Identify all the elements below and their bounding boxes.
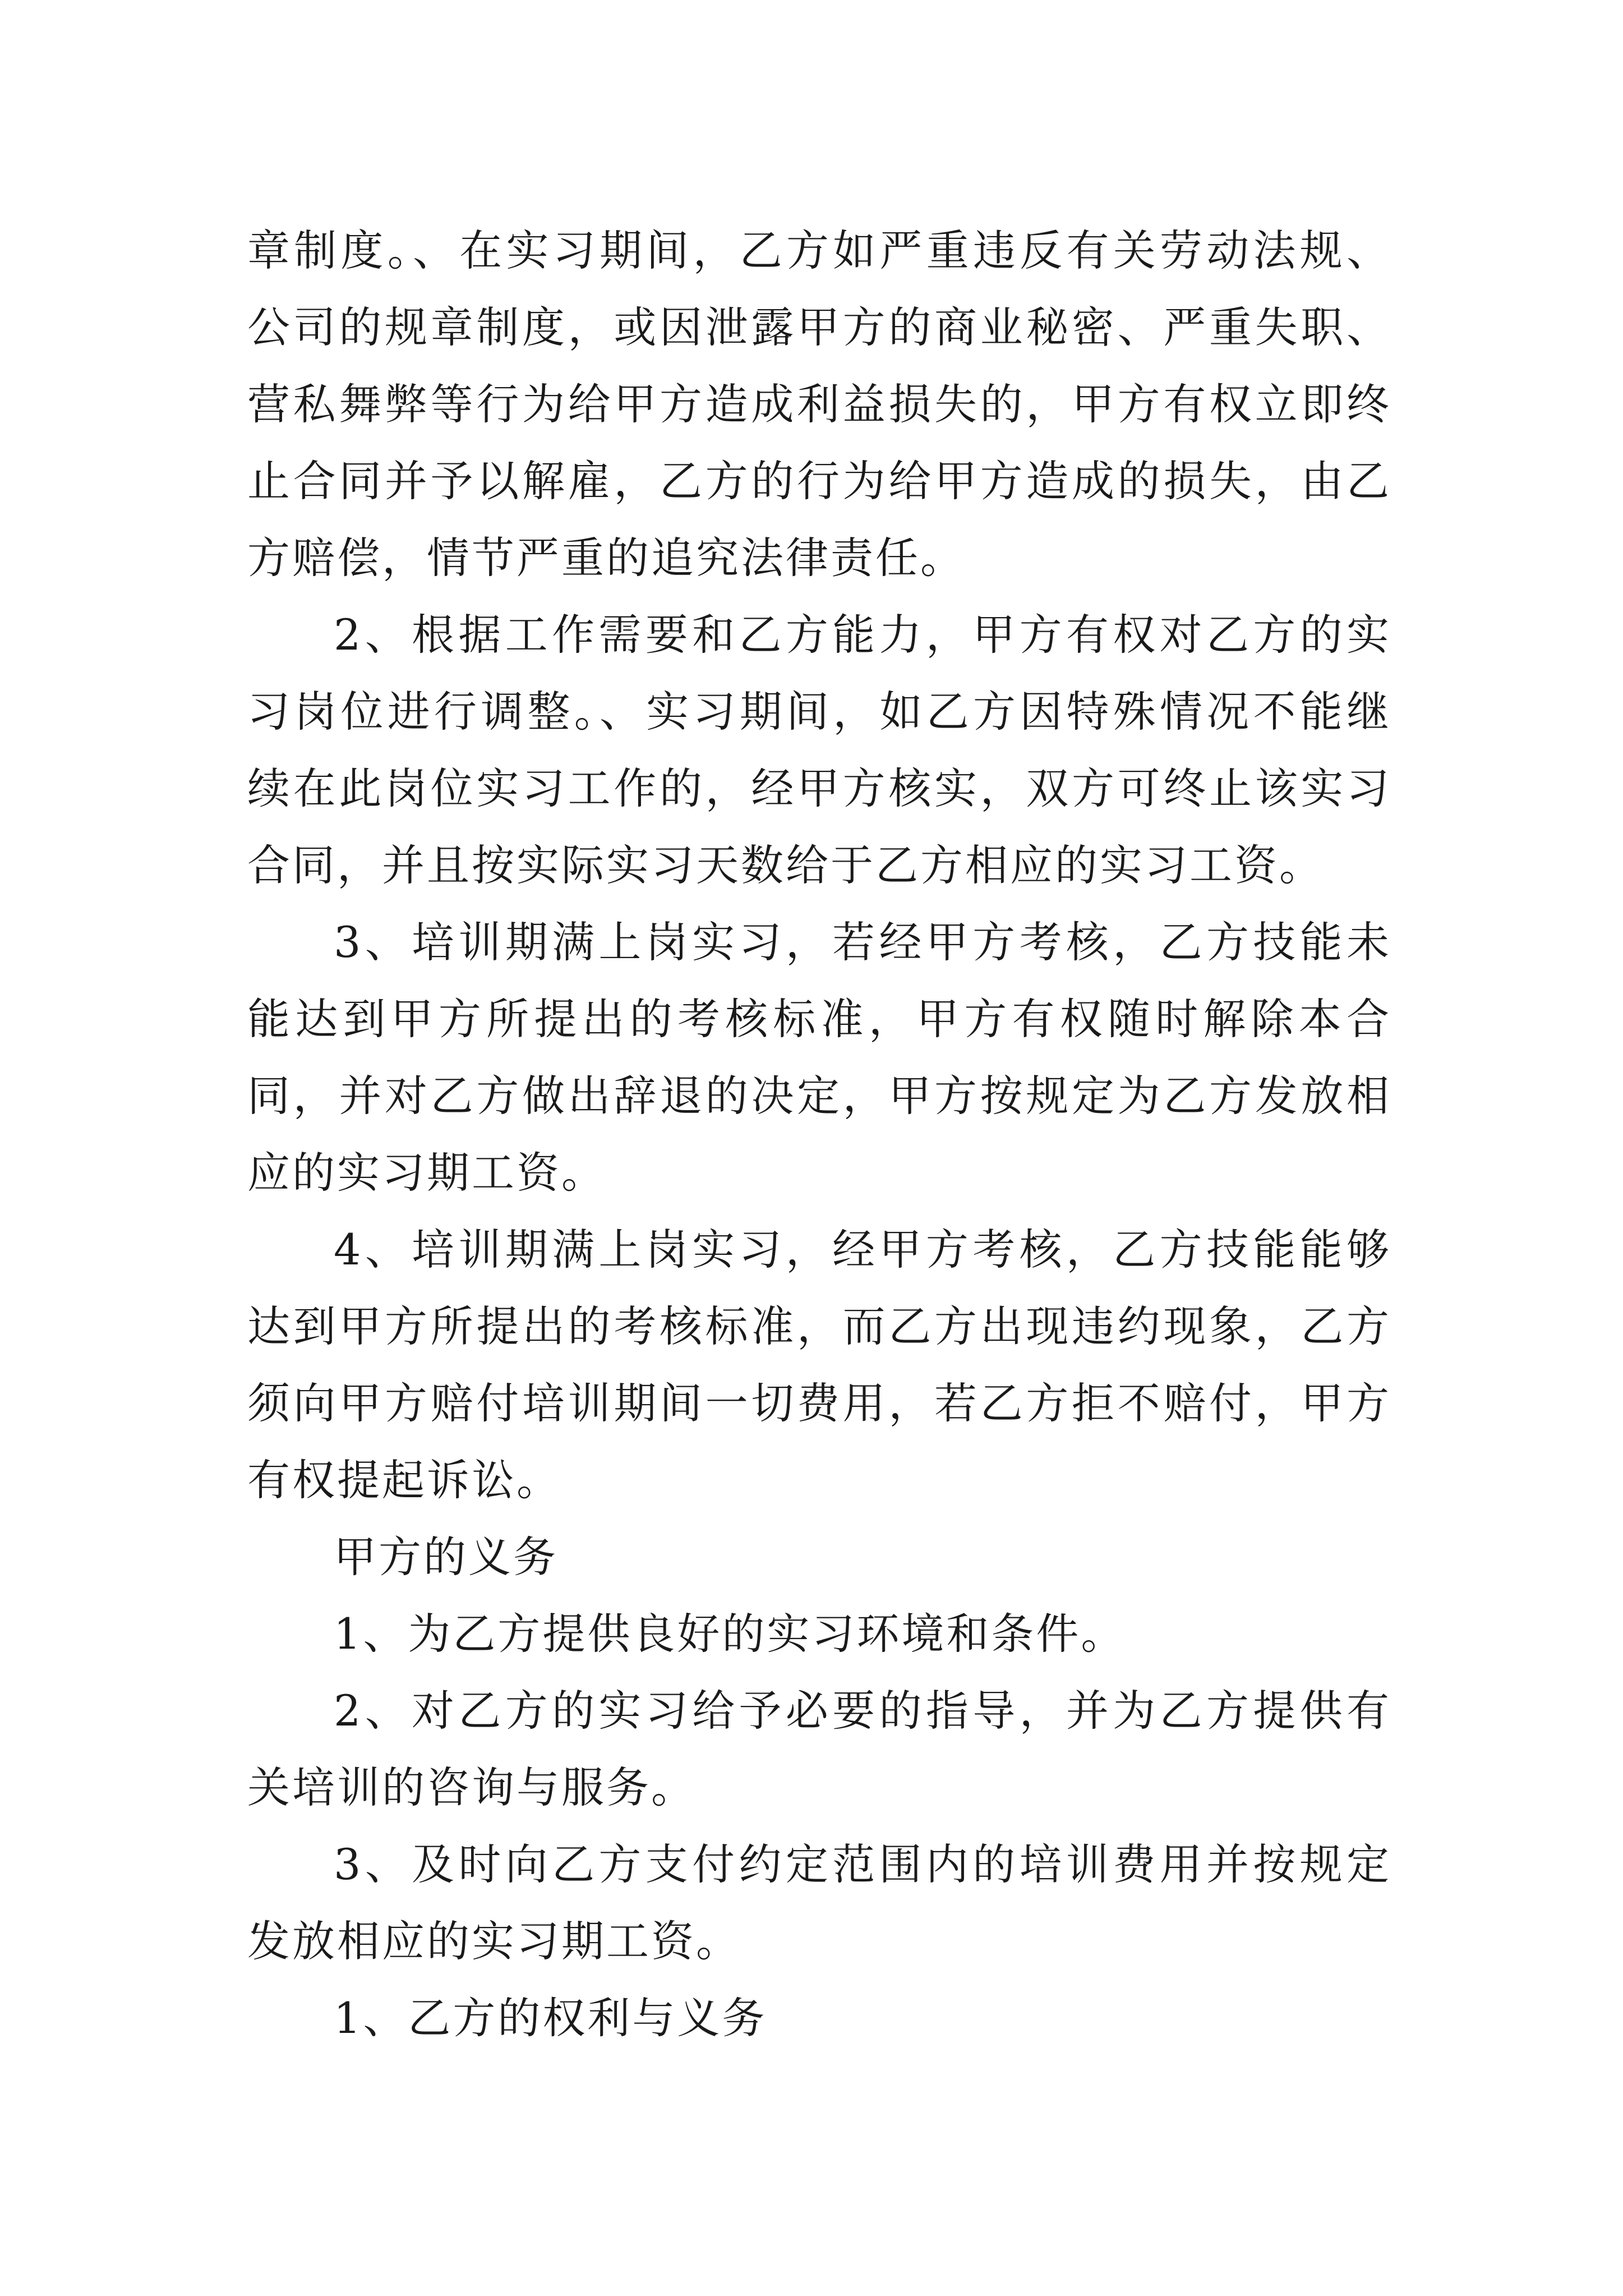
paragraph-clause-2: 2、根据工作需要和乙方能力，甲方有权对乙方的实习岗位进行调整。、实习期间，如乙方因特殊情况不能继续在此岗位实习工作的，经甲方核实，双方可终止该实习合同，并且按实际实习天数给于乙方相应的实习工资。 [247,610,1391,890]
paragraph-continuation: 章制度。、在实习期间，乙方如严重违反有关劳动法规、公司的规章制度，或因泄露甲方的商业秘密、严重失职、营私舞弊等行为给甲方造成利益损失的，甲方有权立即终止合同并予以解雇，乙方的行为给甲方造成的损失，由乙方赔偿，情节严重的追究法律责任。 [247,226,1391,583]
document-body [247,212,1391,2056]
section-heading-party-a-obligations: 甲方的义务 [334,1532,558,1582]
paragraph-clause-3: 3、培训期满上岗实习，若经甲方考核，乙方技能未能达到甲方所提出的考核标准，甲方有权随时解除本合同，并对乙方做出辞退的决定，甲方按规定为乙方发放相应的实习期工资。 [247,917,1391,1198]
section-heading-party-b-rights: 1、乙方的权利与义务 [334,1993,767,2043]
paragraph-obligation-2: 2、对乙方的实习给予必要的指导，并为乙方提供有关培训的咨询与服务。 [247,1686,1391,1812]
paragraph-obligation-3: 3、及时向乙方支付约定范围内的培训费用并按规定发放相应的实习期工资。 [247,1839,1391,1966]
paragraph-obligation-1: 1、为乙方提供良好的实习环境和条件。 [334,1609,1126,1659]
paragraph-clause-4: 4、培训期满上岗实习，经甲方考核，乙方技能能够达到甲方所提出的考核标准，而乙方出现违约现象，乙方须向甲方赔付培训期间一切费用，若乙方拒不赔付，甲方有权提起诉讼。 [247,1225,1391,1505]
